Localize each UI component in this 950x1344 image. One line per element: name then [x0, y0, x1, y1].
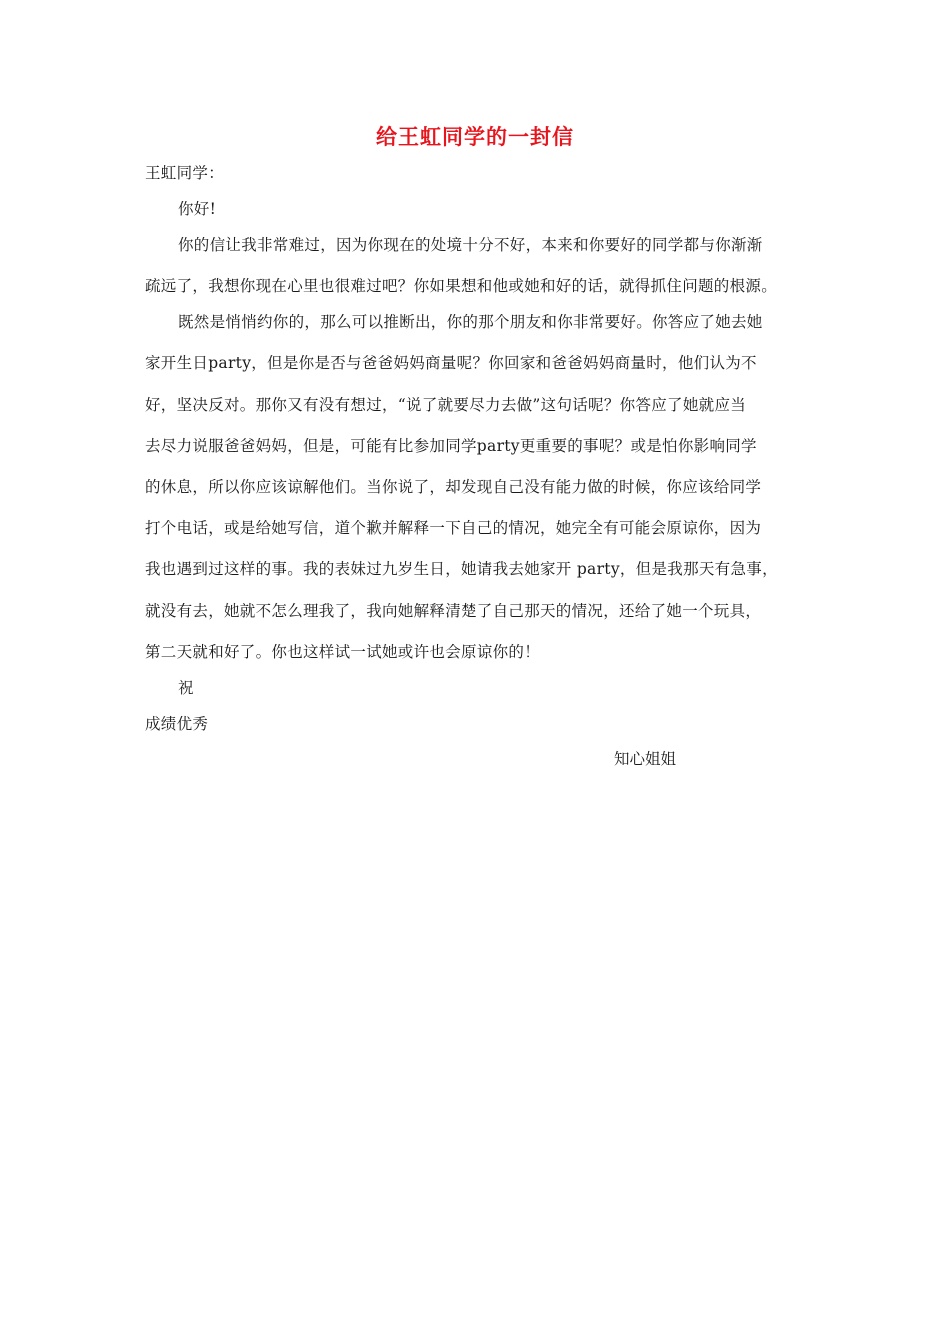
body-line: 你的信让我非常难过，因为你现在的处境十分不好，本来和你要好的同学都与你渐渐 [178, 236, 763, 254]
salutation: 王虹同学： [145, 164, 225, 182]
body-line: 既然是悄悄约你的，那么可以推断出，你的那个朋友和你非常要好。你答应了她去她 [178, 313, 763, 331]
body-line: 就没有去，她就不怎么理我了，我向她解释清楚了自己那天的情况，还给了她一个玩具， [145, 602, 762, 620]
greeting: 你好! [178, 200, 217, 218]
body-line: 第二天就和好了。你也这样试一试她或许也会原谅你的！ [145, 643, 541, 661]
body-line: 的休息，所以你应该谅解他们。当你说了，却发现自己没有能力做的时候，你应该给同学 [145, 478, 762, 496]
closing-blessing: 成绩优秀 [145, 715, 209, 733]
letter-title: 给王虹同学的一封信 [376, 125, 574, 149]
body-line: 家开生日party，但是你是否与爸爸妈妈商量呢？你回家和爸爸妈妈商量时，他们认为不 [145, 354, 757, 372]
body-line: 好，坚决反对。那你又有没有想过，“说了就要尽力去做”这句话呢？你答应了她就应当 [145, 396, 747, 414]
body-line: 打个电话，或是给她写信，道个歉并解释一下自己的情况，她完全有可能会原谅你，因为 [145, 519, 762, 537]
closing-wish: 祝 [178, 679, 194, 697]
signature: 知心姐姐 [614, 750, 677, 768]
body-line: 去尽力说服爸爸妈妈，但是，可能有比参加同学party更重要的事呢？或是怕你影响同学 [145, 437, 757, 455]
body-line: 我也遇到过这样的事。我的表妹过九岁生日，她请我去她家开 party，但是我那天有急事， [145, 560, 778, 578]
body-line: 疏远了，我想你现在心里也很难过吧？你如果想和他或她和好的话，就得抓住问题的根源。 [145, 277, 778, 295]
